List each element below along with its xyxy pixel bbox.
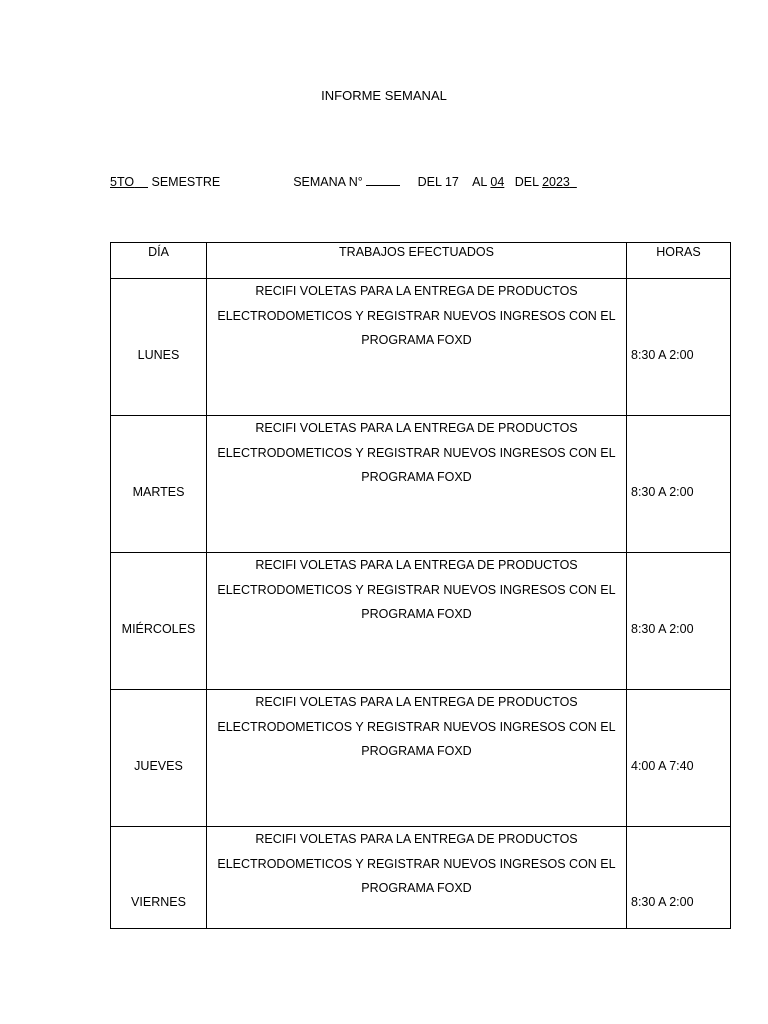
week-label: SEMANA N° [293, 175, 363, 189]
page-title: INFORME SEMANAL [321, 88, 447, 103]
hours-text: 8:30 A 2:00 [631, 895, 694, 909]
semester-label: SEMESTRE [151, 175, 221, 189]
year-value: 2023 [542, 175, 570, 189]
week-number-blank [366, 174, 400, 186]
day-cell [111, 279, 207, 416]
day-name: MIÉRCOLES [121, 622, 196, 636]
day-cell [111, 553, 207, 690]
day-name: LUNES [137, 348, 180, 362]
table-header-row [111, 243, 731, 279]
hours-cell [627, 416, 731, 553]
day-name: JUEVES [134, 759, 183, 773]
hours-cell [627, 690, 731, 827]
table-row [111, 827, 731, 929]
day-name: MARTES [132, 485, 185, 499]
day-name: VIERNES [131, 895, 186, 909]
hours-cell [627, 827, 731, 929]
table-row [111, 690, 731, 827]
hours-text: 8:30 A 2:00 [631, 622, 694, 636]
hours-text: 8:30 A 2:00 [631, 348, 694, 362]
work-cell [207, 827, 627, 929]
work-text: RECIFI VOLETAS PARA LA ENTREGA DE PRODUCTOS ELECTRODOMETICOS Y REGISTRAR NUEVOS INGRESOS CON EL PROGRAMA FOXD [217, 832, 616, 895]
work-text: RECIFI VOLETAS PARA LA ENTREGA DE PRODUCTOS ELECTRODOMETICOS Y REGISTRAR NUEVOS INGRESOS CON EL PROGRAMA FOXD [217, 421, 616, 484]
hours-text: 8:30 A 2:00 [631, 485, 694, 499]
day-cell [111, 416, 207, 553]
work-cell [207, 279, 627, 416]
work-cell [207, 690, 627, 827]
work-cell [207, 416, 627, 553]
to-value: 04 [490, 175, 505, 189]
hours-cell [627, 553, 731, 690]
report-info-line [110, 174, 577, 189]
table-row [111, 416, 731, 553]
work-text: RECIFI VOLETAS PARA LA ENTREGA DE PRODUCTOS ELECTRODOMETICOS Y REGISTRAR NUEVOS INGRESOS CON EL PROGRAMA FOXD [217, 558, 616, 621]
year-label: DEL [514, 175, 539, 189]
header-day: DÍA [111, 243, 207, 279]
table-row [111, 553, 731, 690]
hours-text: 4:00 A 7:40 [631, 759, 694, 773]
day-cell [111, 690, 207, 827]
hours-cell [627, 279, 731, 416]
work-cell [207, 553, 627, 690]
from-label: DEL 17 [417, 175, 459, 189]
semester-underline-pad [134, 175, 148, 189]
table-row [111, 279, 731, 416]
header-hours: HORAS [627, 243, 731, 279]
to-label: AL [472, 175, 487, 189]
header-work: TRABAJOS EFECTUADOS [207, 243, 627, 279]
weekly-report-table [110, 242, 731, 929]
work-text: RECIFI VOLETAS PARA LA ENTREGA DE PRODUCTOS ELECTRODOMETICOS Y REGISTRAR NUEVOS INGRESOS CON EL PROGRAMA FOXD [217, 284, 616, 347]
day-cell [111, 827, 207, 929]
work-text: RECIFI VOLETAS PARA LA ENTREGA DE PRODUCTOS ELECTRODOMETICOS Y REGISTRAR NUEVOS INGRESOS CON EL PROGRAMA FOXD [217, 695, 616, 758]
year-underline-pad [570, 175, 577, 189]
semester-value: 5TO [110, 175, 135, 189]
